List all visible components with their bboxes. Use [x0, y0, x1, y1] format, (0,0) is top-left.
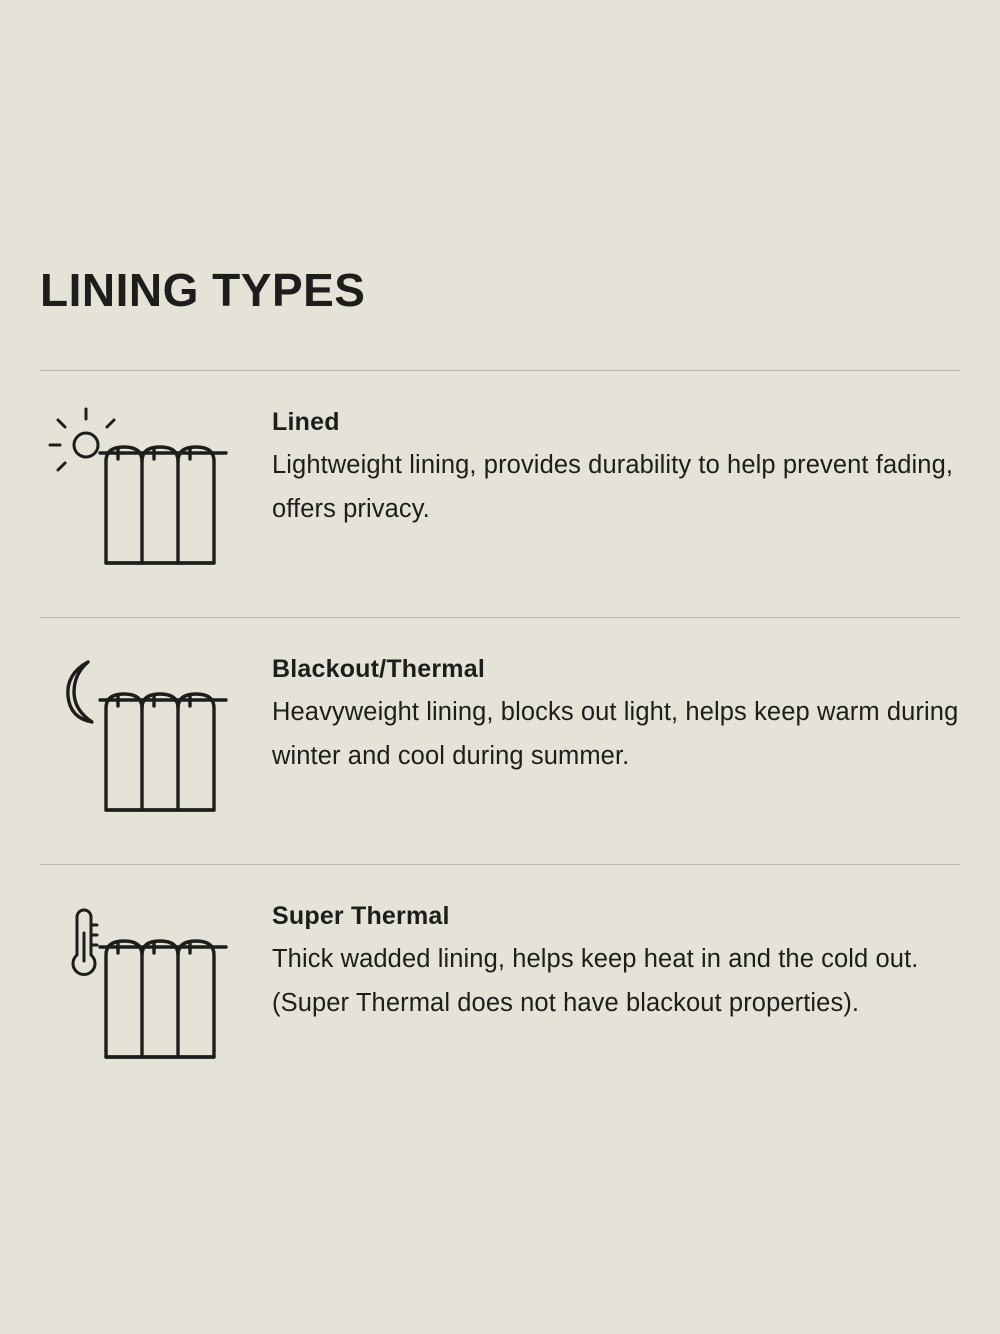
- list-item-title: Super Thermal: [272, 902, 450, 930]
- list-item-title: Blackout/Thermal: [272, 655, 485, 683]
- list-item: [40, 865, 960, 1111]
- list-item: [40, 371, 960, 617]
- page-title: LINING TYPES: [40, 263, 366, 316]
- list-item: [40, 618, 960, 864]
- list-item-title: Lined: [272, 408, 340, 436]
- list-item-description: Thick wadded lining, helps keep heat in and the cold out. (Super Thermal does not have blackout properties).: [272, 945, 919, 1018]
- list-item-text: [272, 899, 960, 1026]
- sun-curtain-icon: [40, 405, 272, 585]
- list-item-description: Heavyweight lining, blocks out light, helps keep warm during winter and cool during summer.: [272, 698, 959, 771]
- list-item-description: Lightweight lining, provides durability to help prevent fading, offers privacy.: [272, 451, 954, 524]
- lining-types-list: [40, 370, 960, 1111]
- list-item-text: [272, 405, 960, 532]
- moon-curtain-icon: [40, 652, 272, 832]
- list-item-text: [272, 652, 960, 779]
- thermometer-curtain-icon: [40, 899, 272, 1079]
